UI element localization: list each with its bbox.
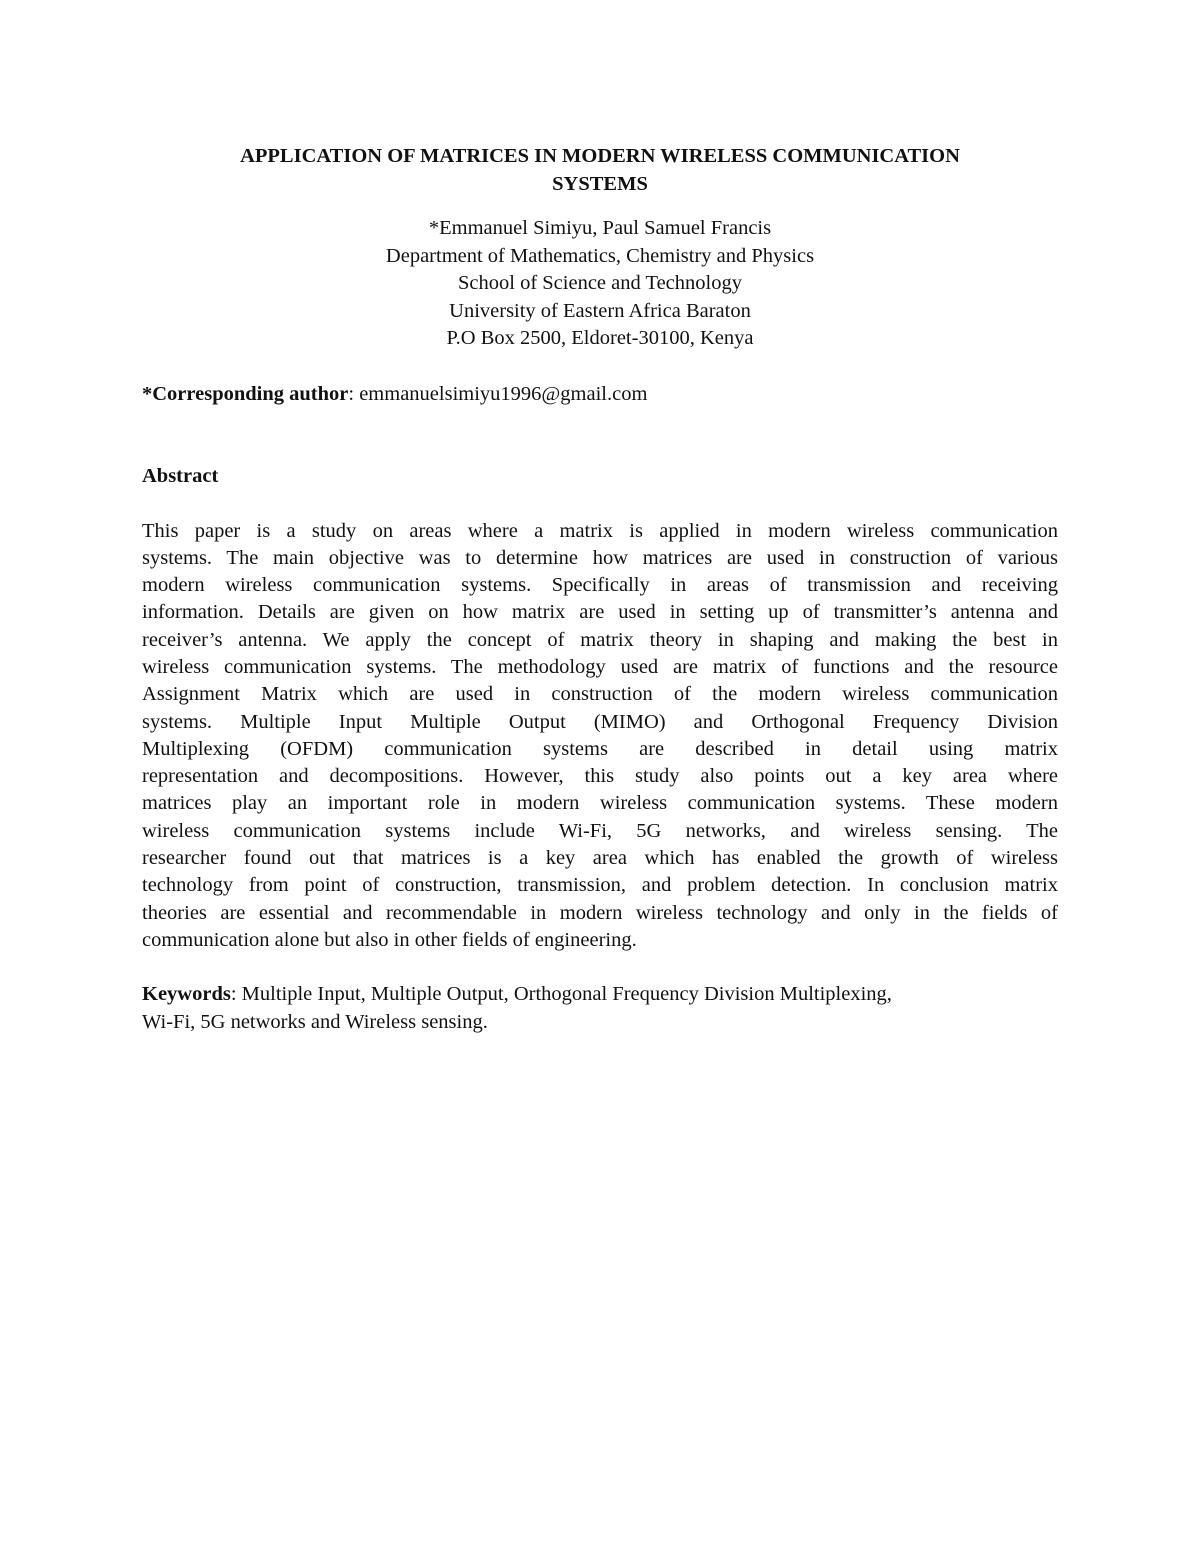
abstract-line: modern wireless communication systems. Specifically in areas of transmission and receiving [142, 574, 1058, 597]
title-line-1: APPLICATION OF MATRICES IN MODERN WIRELESS COMMUNICATION [240, 145, 960, 167]
abstract-body [142, 518, 1058, 955]
author-affiliation-block [142, 215, 1058, 353]
abstract-line: technology from point of construction, transmission, and problem detection. In conclusion matrix [142, 874, 1058, 897]
abstract-line: receiver’s antenna. We apply the concept of matrix theory in shaping and making the best in [142, 628, 1058, 651]
keywords-label: Keywords [142, 983, 231, 1006]
abstract-line: communication alone but also in other fields of engineering. [142, 928, 637, 951]
corresponding-separator: : [348, 382, 360, 405]
keywords-text-2: Wi-Fi, 5G networks and Wireless sensing. [142, 1010, 488, 1033]
department: Department of Mathematics, Chemistry and Physics [385, 244, 815, 267]
postal-address: P.O Box 2500, Eldoret-30100, Kenya [446, 327, 754, 349]
keywords [142, 981, 1058, 1036]
paper-title [142, 142, 1058, 198]
abstract-line: wireless communication systems. The methodology used are matrix of functions and the resource [142, 655, 1058, 678]
title-line-2: SYSTEMS [552, 173, 648, 195]
abstract-line: theories are essential and recommendable in modern wireless technology and only in the fields of [142, 901, 1058, 924]
university: University of Eastern Africa Baraton [449, 299, 751, 322]
school: School of Science and Technology [458, 272, 742, 294]
abstract-line: Assignment Matrix which are used in construction of the modern wireless communication [142, 683, 1058, 706]
corresponding-email[interactable]: emmanuelsimiyu1996@gmail.com [359, 382, 648, 405]
abstract-heading: Abstract [142, 465, 219, 487]
abstract-line: systems. Multiple Input Multiple Output (MIMO) and Orthogonal Frequency Division [142, 710, 1058, 733]
keywords-text-1: : Multiple Input, Multiple Output, Orthogonal Frequency Division Multiplexing, [230, 983, 892, 1006]
abstract-line: Multiplexing (OFDM) communication systems are described in detail using matrix [142, 737, 1058, 760]
paper-page [142, 142, 1058, 1036]
corresponding-author [142, 381, 1058, 409]
abstract-line: representation and decompositions. However, this study also points out a key area where [142, 765, 1058, 788]
abstract-line: wireless communication systems include Wi-Fi, 5G networks, and wireless sensing. The [142, 819, 1058, 842]
abstract-line: matrices play an important role in modern wireless communication systems. These modern [142, 792, 1058, 815]
abstract-line: This paper is a study on areas where a matrix is applied in modern wireless communication [142, 519, 1058, 542]
authors: *Emmanuel Simiyu, Paul Samuel Francis [428, 217, 772, 239]
keywords-line-1 [142, 981, 1058, 1009]
abstract-line: systems. The main objective was to determine how matrices are used in construction of various [142, 546, 1058, 569]
abstract-line: information. Details are given on how matrix are used in setting up of transmitter’s antenna and [142, 601, 1058, 624]
corresponding-label: *Corresponding author [142, 382, 349, 405]
abstract-line: researcher found out that matrices is a key area which has enabled the growth of wireless [142, 847, 1058, 870]
